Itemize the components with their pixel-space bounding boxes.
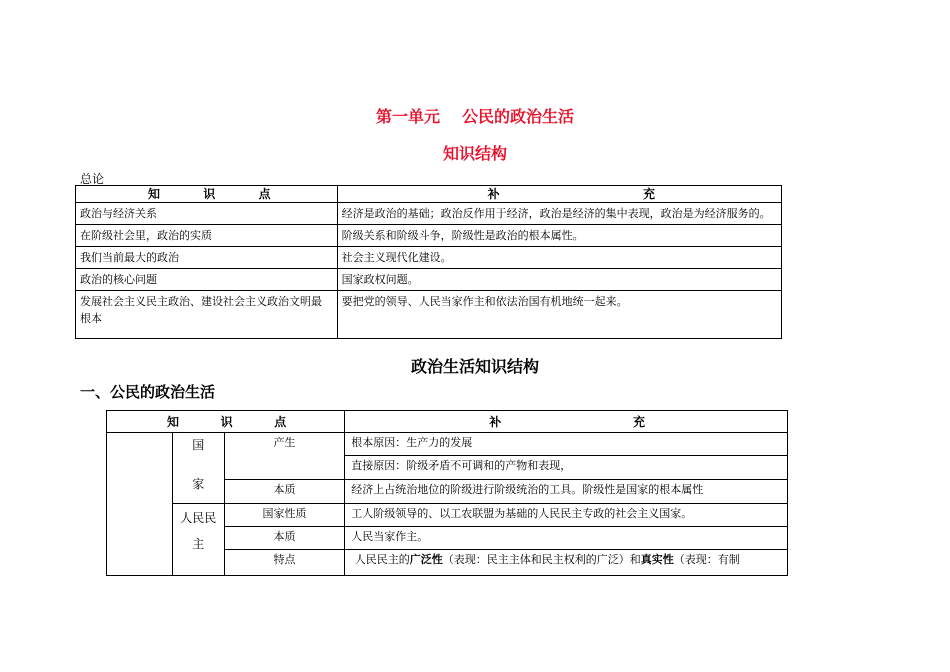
note-cell: 经济是政治的基础；政治反作用于经济，政治是经济的集中表现，政治是为经济服务的。 xyxy=(337,203,781,225)
point-cell: 我们当前最大的政治 xyxy=(76,247,338,269)
overview-label: 总论 xyxy=(80,172,105,186)
note-cell: 国家政权问题。 xyxy=(337,269,781,291)
table-header-row xyxy=(107,411,788,433)
emphasis-breadth: 广泛性 xyxy=(409,553,443,566)
note-cell: 工人阶级领导的、以工农联盟为基础的人民民主专政的社会主义国家。 xyxy=(345,504,788,527)
sub-point-cell: 产生 xyxy=(224,433,345,480)
group-label-state: 国 家 xyxy=(172,433,224,504)
point-cell: 发展社会主义民主政治、建设社会主义政治文明最根本 xyxy=(76,291,338,339)
note-cell: 人民当家作主。 xyxy=(345,527,788,550)
point-cell: 在阶级社会里，政治的实质 xyxy=(76,225,338,247)
title-topic: 公民的政治生活 xyxy=(462,107,575,126)
structure-heading: 政治生活知识结构 xyxy=(410,357,539,376)
header-supplement: 补 充 xyxy=(345,411,788,433)
note-cell: 经济上占统治地位的阶级进行阶级统治的工具。阶级性是国家的根本属性 xyxy=(345,479,788,503)
table-row xyxy=(76,225,782,247)
note-cell: 要把党的领导、人民当家作主和依法治国有机地统一起来。 xyxy=(337,291,781,339)
table-header-row xyxy=(76,186,782,203)
table-row xyxy=(107,433,788,456)
header-knowledge-point: 知 识 点 xyxy=(107,411,345,433)
header-supplement: 补 充 xyxy=(337,186,781,203)
table-row xyxy=(76,269,782,291)
table-row xyxy=(76,291,782,339)
civic-life-table xyxy=(106,410,788,576)
sub-point-cell: 特点 xyxy=(224,550,345,576)
table-row xyxy=(76,247,782,269)
note-cell: 人民民主的广泛性（表现：民主主体和民主权利的广泛）和真实性（表现：有制 xyxy=(345,550,788,576)
note-cell: 根本原因：生产力的发展 xyxy=(345,433,788,456)
table-row xyxy=(76,203,782,225)
sub-point-cell: 国家性质 xyxy=(224,504,345,527)
page-title xyxy=(0,104,950,127)
note-cell: 阶级关系和阶级斗争，阶级性是政治的根本属性。 xyxy=(337,225,781,247)
sub-point-cell: 本质 xyxy=(224,527,345,550)
point-cell: 政治与经济关系 xyxy=(76,203,338,225)
blank-category-cell xyxy=(107,433,173,576)
title-unit: 第一单元 xyxy=(375,107,440,126)
emphasis-authenticity: 真实性 xyxy=(640,553,674,566)
section-heading: 一、公民的政治生活 xyxy=(80,383,216,401)
overview-table xyxy=(75,185,782,339)
table-row xyxy=(107,504,788,527)
sub-point-cell: 本质 xyxy=(224,479,345,503)
point-cell: 政治的核心问题 xyxy=(76,269,338,291)
header-knowledge-point: 知 识 点 xyxy=(76,186,338,203)
note-cell: 社会主义现代化建设。 xyxy=(337,247,781,269)
page-subtitle: 知识结构 xyxy=(442,144,507,163)
note-cell: 直接原因：阶级矛盾不可调和的产物和表现， xyxy=(345,456,788,479)
group-label-peoples-democracy: 人民民 主 xyxy=(172,504,224,576)
